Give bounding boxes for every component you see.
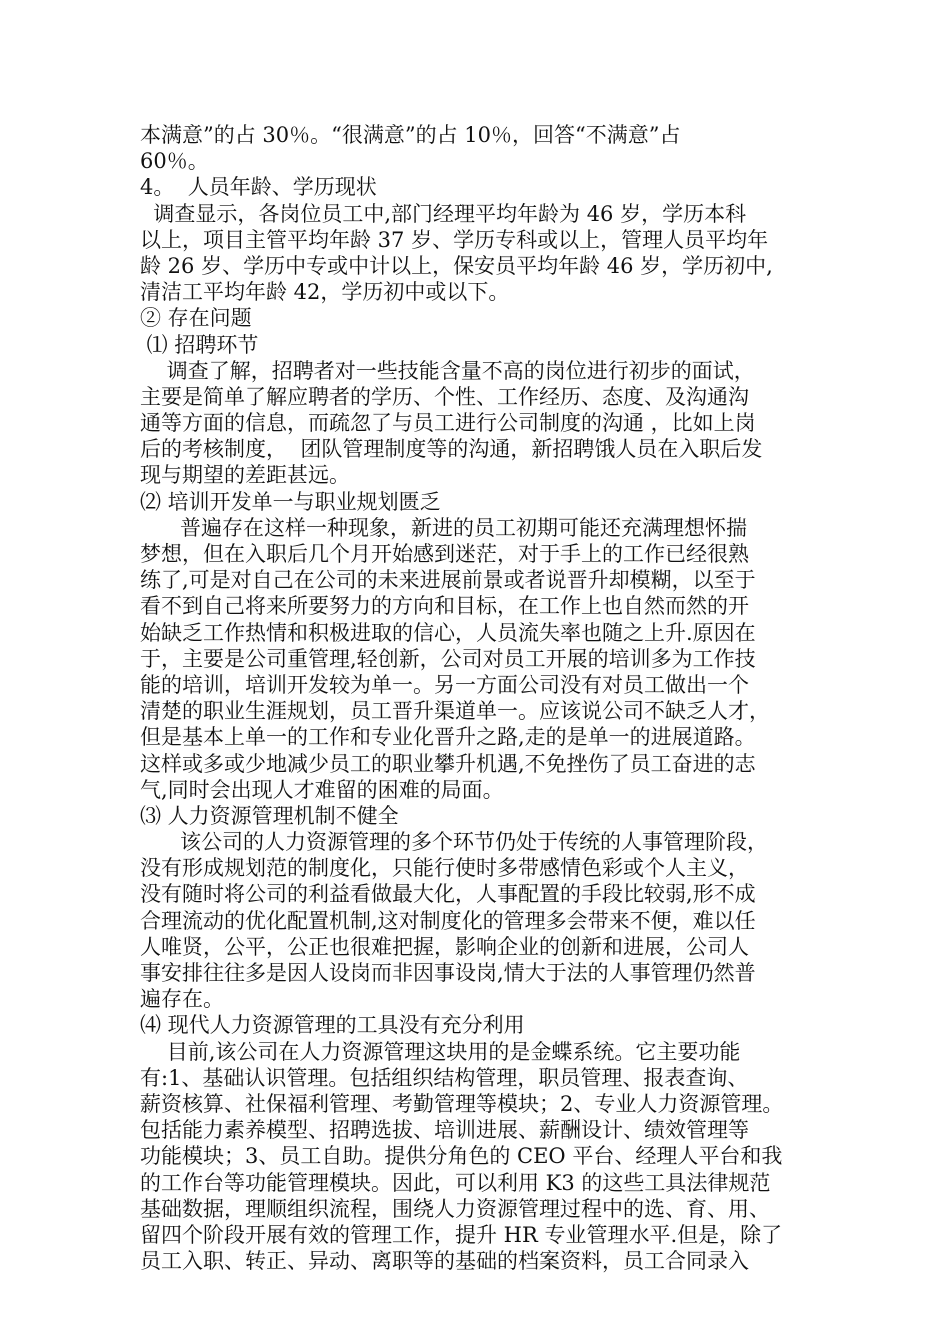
text-line: 但是基本上单一的工作和专业化晋升之路,走的是单一的进展道路。 [140, 725, 756, 750]
text-line: 的工作台等功能管理模块。因此，可以利用 K3 的这些工具法律规范 [140, 1170, 771, 1195]
text-line: 龄 26 岁、学历中专或中计以上，保安员平均年龄 46 岁，学历初中, [140, 253, 773, 278]
text-line: 现与期望的差距甚远。 [140, 463, 350, 488]
text-line: 于，主要是公司重管理,轻创新，公司对员工开展的培训多为工作技 [140, 646, 756, 671]
text-line: 目前,该公司在人力资源管理这块用的是金蝶系统。它主要功能 [140, 1039, 741, 1064]
section-heading: 4。 人员年龄、学历现状 [140, 175, 377, 200]
subsection-heading: ⑷ 现代人力资源管理的工具没有充分利用 [140, 1013, 525, 1038]
text-line: 练了,可是对自己在公司的未来进展前景或者说晋升却模糊，以至于 [140, 568, 756, 593]
text-line: 60％。 [140, 149, 209, 174]
text-line: 调查显示，各岗位员工中,部门经理平均年龄为 46 岁，学历本科 [140, 201, 747, 226]
text-line: 看不到自己将来所要努力的方向和目标，在工作上也自然而然的开 [140, 594, 749, 619]
subsection-heading: ⑵ 培训开发单一与职业规划匮乏 [140, 489, 441, 514]
text-line: 包括能力素养模型、招聘选拔、培训进展、薪酬设计、绩效管理等 [140, 1118, 749, 1143]
text-line: 始缺乏工作热情和积极进取的信心，人员流失率也随之上升.原因在 [140, 620, 756, 645]
document-body [140, 122, 820, 1274]
text-line: 这样或多或少地减少员工的职业攀升机遇,不免挫伤了员工奋进的志 [140, 751, 756, 776]
text-line: 功能模块；3、员工自助。提供分角色的 CEO 平台、经理人平台和我 [140, 1144, 783, 1169]
text-line: 该公司的人力资源管理的多个环节仍处于传统的人事管理阶段， [140, 830, 769, 855]
text-line: 没有随时将公司的利益看做最大化，人事配置的手段比较弱,形不成 [140, 882, 756, 907]
text-line: 以上，项目主管平均年龄 37 岁、学历专科或以上，管理人员平均年 [140, 227, 769, 252]
text-line: 基础数据，理顺组织流程，围绕人力资源管理过程中的选、育、用、 [140, 1196, 770, 1221]
text-line: 后的考核制度， 团队管理制度等的沟通，新招聘饿人员在入职后发 [140, 437, 763, 462]
text-line: 本满意”的占 30％。“很满意”的占 10％，回答“不满意”占 [140, 123, 681, 147]
text-line: 人唯贤，公平，公正也很难把握，影响企业的创新和进展，公司人 [140, 934, 749, 959]
text-line: 通等方面的信息，而疏忽了与员工进行公司制度的沟通 ，比如上岗 [140, 411, 756, 436]
text-line: 主要是简单了解应聘者的学历、个性、工作经历、态度、及沟通沟 [140, 384, 749, 409]
text-line: 没有形成规划范的制度化，只能行使时多带感情色彩或个人主义， [140, 856, 749, 881]
text-line: 梦想，但在入职后几个月开始感到迷茫，对于手上的工作已经很熟 [140, 542, 749, 566]
text-line: 气,同时会出现人才难留的困难的局面。 [140, 777, 504, 802]
subsection-heading: ⑶ 人力资源管理机制不健全 [140, 803, 399, 828]
text-line: 事安排往往多是因人设岗而非因事设岗,情大于法的人事管理仍然普 [140, 961, 756, 985]
text-line: 清楚的职业生涯规划，员工晋升渠道单一。应该说公司不缺乏人才， [140, 699, 770, 724]
text-line: 能的培训，培训开发较为单一。另一方面公司没有对员工做出一个 [140, 672, 749, 697]
text-line: 有:1、基础认识管理。包括组织结构管理，职员管理、报表查询、 [140, 1065, 749, 1090]
subsection-heading: ⑴ 招聘环节 [140, 332, 259, 357]
text-line: 薪资核算、社保福利管理、考勤管理等模块；2、专业人力资源管理。 [140, 1091, 784, 1116]
text-line: 留四个阶段开展有效的管理工作，提升 HR 专业管理水平.但是，除了 [140, 1222, 783, 1247]
text-line: 调查了解，招聘者对一些技能含量不高的岗位进行初步的面试， [140, 358, 755, 383]
text-line: 清洁工平均年龄 42，学历初中或以下。 [140, 280, 510, 305]
text-line: 遍存在。 [140, 987, 224, 1012]
text-line: 合理流动的优化配置机制,这对制度化的管理多会带来不便，难以任 [140, 908, 756, 933]
text-line: 员工入职、转正、异动、离职等的基础的档案资料，员工合同录入 [140, 1249, 749, 1274]
section-heading: ② 存在问题 [140, 306, 252, 331]
text-line: 普遍存在这样一种现象，新进的员工初期可能还充满理想怀揣 [140, 515, 748, 540]
